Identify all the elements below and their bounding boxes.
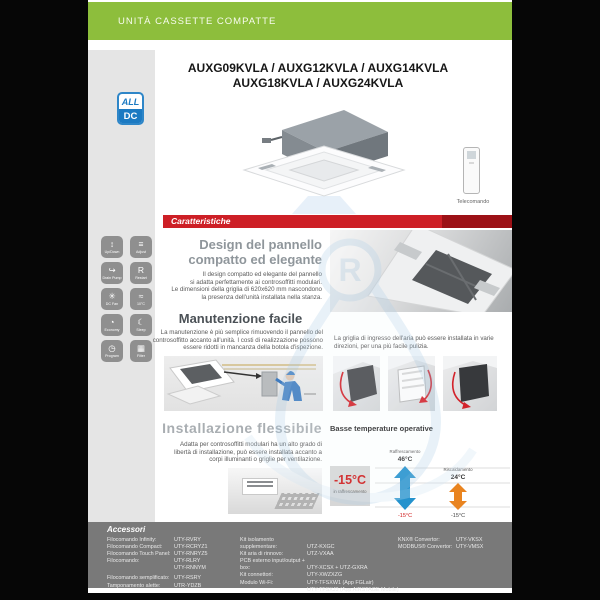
panel-removal-illustration [164,356,323,411]
svg-text:R: R [338,252,362,288]
heating-range-arrow [449,483,467,510]
features-bar-label: Caratteristiche [171,216,231,226]
model-line-2: AUXG18KVLA / AUXG24KVLA [232,76,404,90]
accessory-row: KNX® Convertor: UTY-VKSX [398,537,483,543]
heating-min: -15°C [450,513,466,519]
accessories-column-convertors [398,537,483,551]
low-temp-title: Basse temperature operative [330,424,433,433]
adjust-icon: ≡ Adjust [130,236,152,258]
cooling-min: -15°C [397,513,413,519]
accessory-row: Filocomando semplificato: UTY-RSRY [107,575,201,582]
cooling-range-arrow [394,466,416,510]
accessory-row: Kit isolamento supplementare: UTZ-KXGC [240,537,335,551]
badge-dc-label: DC [119,109,142,123]
design-section-title: Design del pannello compatto ed elegante [188,237,322,267]
operating-range-chart [372,442,512,522]
maintenance-left-text: La manutenzione è più semplice rimuovendo il pannello del controsoffitto accanto all'unità. I costi di realizzazione possono essere ridotti in mancanza della botola d'ispezione. [152,329,323,351]
features-section-bar [163,215,512,228]
accessory-row: Kit aria di rinnovo: UTZ-VXAA [240,551,334,558]
accessories-column-kits [240,537,399,594]
feature-icon-grid [101,236,152,362]
design-section-body: Il design compatto ed elegante del pannello si adatta perfettamente ai controsoffitti modulari. Le dimensioni della griglia di 620x620 mm nascondono la presenza dell'unità installata nella stanza. [171,271,322,301]
low-temp-value: -15°C [333,473,367,487]
dc-fan-icon: ✳ DC Fan [101,288,123,310]
program-timer-icon: ◷ Program [101,340,123,362]
installation-section-body: Adatta per controsoffitti modulari ha un alto grado di libertà di installazione, può essere installata accanto a corpi illuminanti o griglie per ventilazione. [174,441,322,463]
content-area [88,0,512,593]
grille-direction-image-1 [333,356,380,411]
accessory-row: Filocomando Touch Panel: UTY-RNRYZ5 [107,551,208,558]
filter-icon: ▦ Filter [130,340,152,362]
heating-label: Riscaldamento [443,467,473,472]
panel-closeup-photo [330,230,512,312]
cooling-label: Raffrescamento [389,449,421,454]
economy-icon: ◔ Economy [101,314,123,336]
low-temp-highlight-box [330,466,370,506]
accessory-row: PCB esterno input/output + box: UTY-XCSX + UTZ-GXRA [240,558,368,572]
accessory-row: MODBUS® Convertor: UTY-VMSX [398,544,484,551]
cooling-max: 46°C [397,456,413,463]
cassette-unit-image [238,104,408,214]
accessory-row: Filocomando Infinity: UTY-RVRY [107,537,201,543]
accessories-title: Accessori [107,525,146,534]
drain-pump-icon: ↪ Drain Pump [101,262,123,284]
category-title: UNITÀ CASSETTE COMPATTE [118,15,277,27]
product-model-title [124,61,512,91]
maintenance-right-text: La griglia di ingresso dell'aria può essere installata in varie direzioni, per una più facile pulizia. [334,335,494,350]
accessory-row: UTY-RNNYM [174,565,206,572]
auto-restart-icon: R Restart [130,262,152,284]
installation-section-title: Installazione flessibile [162,420,322,436]
accessory-row: Tamponamento alette: UTR-YDZB [107,582,202,589]
features-bar-accent [442,215,512,228]
low-temp-caption: in raffrescamento [333,489,367,494]
up-down-swing-icon: ↕ Up/Down [101,236,123,258]
category-header-bar [88,2,512,40]
accessories-column-remotes [107,537,208,590]
heating-10c-icon: ≈ 10°C [130,288,152,310]
remote-control-image [463,147,480,194]
ventilation-grille [274,493,319,509]
ceiling-cassette [242,478,278,495]
all-dc-badge [117,92,144,125]
badge-all-label: ALL [121,96,140,107]
accessory-row: Modulo Wi-Fi: UTY-TFSXW1 (App FGLair) [240,579,374,586]
model-line-1: AUXG09KVLA / AUXG12KVLA / AUXG14KVLA [187,61,449,75]
accessory-row: UTY-TFSXJ3 (App AIRSTAGE Mobile) [307,586,399,593]
ceiling-installation-photo [228,468,322,514]
accessory-row: Filocomando: UTY-RLRY [107,558,201,565]
accessory-row: Filocomando Compact: UTY-RCRYZ1 [107,544,208,551]
maintenance-section-title: Manutenzione facile [178,311,303,326]
remote-caption: Telecomando [456,199,490,205]
remote-screen [467,151,476,159]
grille-direction-image-3 [443,356,497,411]
grille-direction-image-2 [388,356,435,411]
heating-max: 24°C [450,474,466,481]
sleep-timer-icon: ☾ Sleep [130,314,152,336]
accessory-row: Kit connettori: UTY-XWZXZG [240,572,343,579]
